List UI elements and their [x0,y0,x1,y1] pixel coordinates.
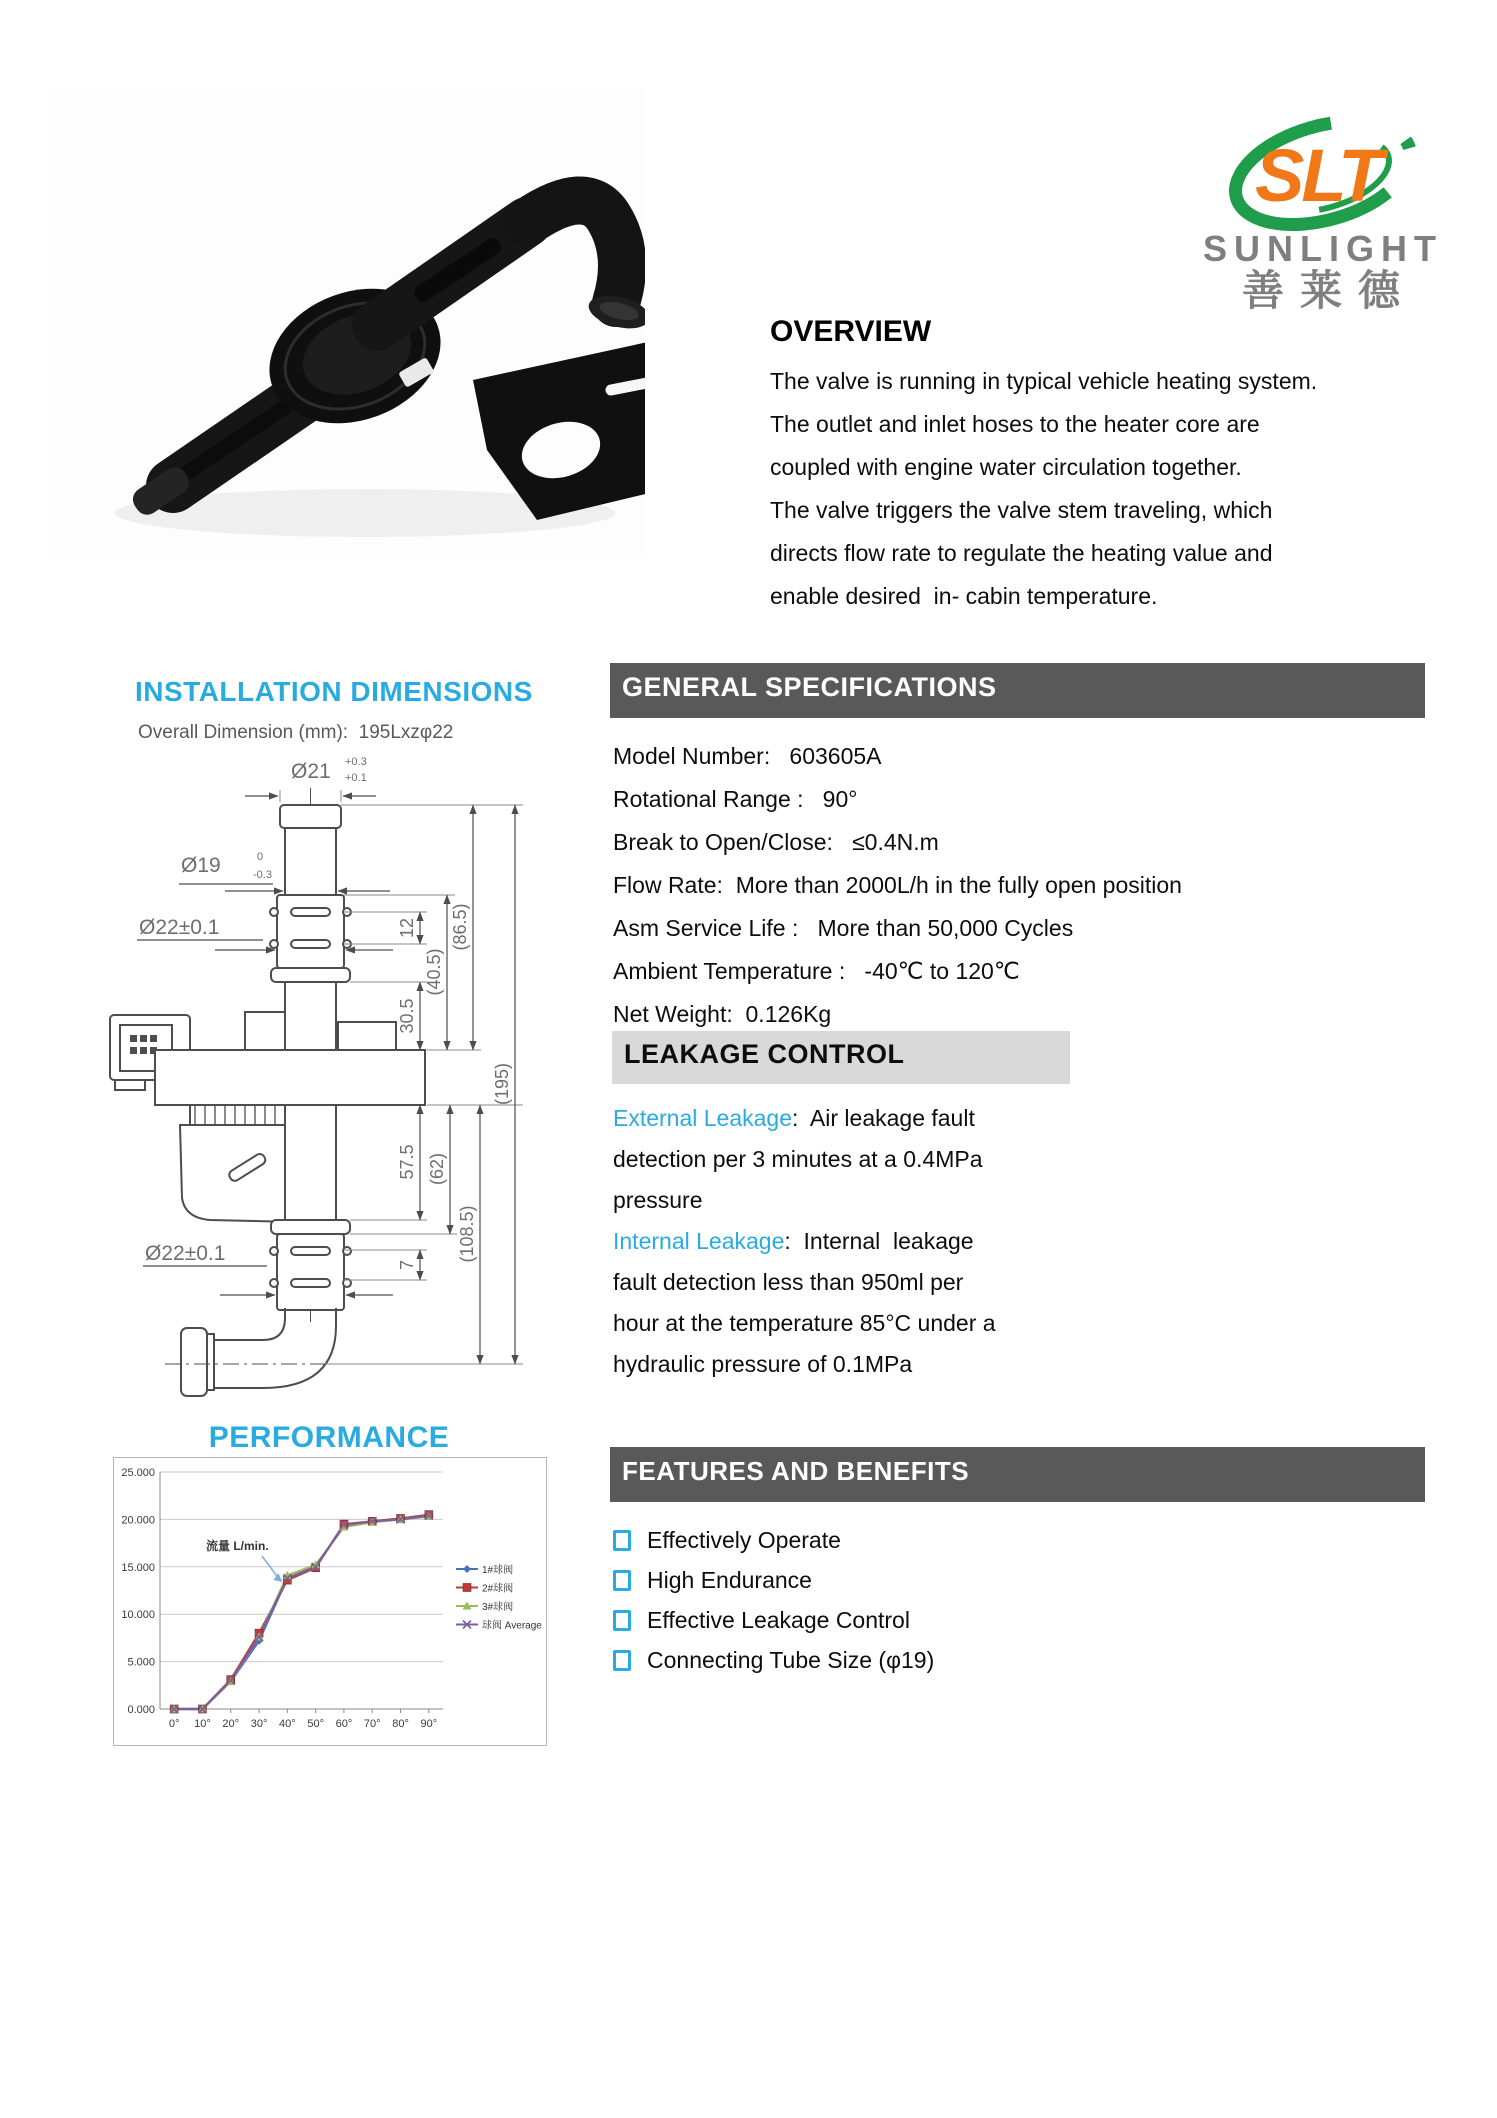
features-list [613,1520,934,1680]
overview-line: directs flow rate to regulate the heating value and [770,540,1273,566]
performance-title: PERFORMANCE [208,1421,450,1454]
svg-text:3#球阀: 3#球阀 [482,1602,514,1613]
spec-row: Flow Rate: More than 2000L/h in the fully open position [613,872,1182,898]
dim-label: 57.5 [397,1144,417,1180]
dim-label: (195) [492,1062,512,1106]
feature-label: Effectively Operate [647,1526,841,1553]
spec-row: Asm Service Life : More than 50,000 Cycles [613,915,1074,941]
overview-title: OVERVIEW [770,315,932,348]
svg-text:2#球阀: 2#球阀 [482,1583,514,1595]
dim-label: 30.5 [397,998,417,1034]
svg-text:0.000: 0.000 [127,1704,155,1716]
svg-text:10°: 10° [194,1718,211,1730]
dim-label: (86.5) [450,903,470,951]
dim-tol: -0.3 [253,869,272,881]
overview-line: The valve is running in typical vehicle heating system. [770,368,1318,394]
overview-line: The valve triggers the valve stem traveling, which [770,497,1273,523]
logo-sunlight-text: SUNLIGHT [1203,228,1443,269]
spec-row: Ambient Temperature : -40℃ to 120℃ [613,958,1020,984]
spec-row: Model Number: 603605A [613,743,882,769]
spec-row: Rotational Range : 90° [613,786,858,812]
company-logo [1183,103,1463,315]
feature-label: High Endurance [647,1566,812,1593]
svg-text:30°: 30° [250,1718,268,1730]
overview-line: coupled with engine water circulation together. [770,454,1242,480]
overview-line: enable desired in- cabin temperature. [770,583,1158,609]
dim-label: (62) [427,1152,447,1186]
svg-text:90°: 90° [420,1718,438,1730]
svg-text:5.000: 5.000 [127,1656,155,1669]
svg-text:20.000: 20.000 [121,1514,155,1527]
leakage-line: hydraulic pressure of 0.1MPa [613,1351,913,1377]
installation-drawing [95,750,550,1410]
svg-text:0°: 0° [168,1718,180,1730]
dim-label: 7 [397,1259,417,1271]
leakage-line: detection per 3 minutes at a 0.4MPa [613,1146,983,1172]
leakage-control-header: LEAKAGE CONTROL [612,1031,1070,1084]
dim-label-d21: Ø21 [291,760,331,783]
spec-row: Net Weight: 0.126Kg [613,1001,832,1027]
overview-paragraph [770,360,1470,618]
logo-chinese-text: 善莱德 [1241,267,1417,314]
svg-text:50°: 50° [307,1718,324,1730]
general-specifications-header: GENERAL SPECIFICATIONS [610,663,1425,718]
feature-item [613,1600,934,1640]
dim-label-d19: Ø19 [181,854,221,877]
svg-text:60°: 60° [335,1718,353,1730]
svg-text:70°: 70° [363,1718,381,1730]
svg-text:20°: 20° [222,1718,240,1730]
leakage-control-text [613,1098,996,1385]
dim-label-d22-lower: Ø22±0.1 [145,1242,226,1265]
performance-chart [113,1457,547,1746]
leakage-line: pressure [613,1187,703,1213]
dim-label-d22-upper: Ø22±0.1 [139,916,220,939]
leakage-line: External Leakage: Air leakage fault [613,1105,975,1131]
feature-item [613,1640,934,1680]
performance-chart-svg [114,1458,544,1743]
spec-row: Break to Open/Close: ≤0.4N.m [613,829,939,855]
dim-tol: +0.3 [345,756,367,768]
logo-slt-text: SLT [1255,134,1381,217]
feature-label: Effective Leakage Control [647,1606,910,1633]
dim-label: 12 [397,917,417,939]
checkbox-bullet-icon [613,1650,631,1671]
svg-text:80°: 80° [392,1718,409,1730]
leakage-line: hour at the temperature 85°C under a [613,1310,996,1336]
leakage-line: fault detection less than 950ml per [613,1269,964,1295]
checkbox-bullet-icon [613,1610,631,1631]
feature-item [613,1560,934,1600]
leakage-lead: External Leakage [613,1105,793,1131]
overall-dimension-subtitle: Overall Dimension (mm): 195Lxzφ22 [138,722,454,743]
svg-text:40°: 40° [279,1718,296,1730]
installation-dimensions-title: INSTALLATION DIMENSIONS [135,676,533,707]
svg-text:25.000: 25.000 [121,1467,155,1479]
svg-text:流量 L/min.: 流量 L/min. [206,1539,269,1553]
leakage-lead: Internal Leakage [613,1228,785,1254]
dim-tol: +0.1 [345,772,367,784]
svg-text:球阀 Average: 球阀 Average [482,1620,542,1632]
product-photo [55,88,645,558]
svg-text:10.000: 10.000 [121,1609,155,1622]
leakage-line: Internal Leakage: Internal leakage [613,1228,974,1254]
dim-label: (40.5) [424,948,444,996]
feature-label: Connecting Tube Size (φ19) [647,1646,935,1673]
svg-text:15.000: 15.000 [121,1561,155,1574]
checkbox-bullet-icon [613,1530,631,1551]
overview-line: The outlet and inlet hoses to the heater core are [770,411,1260,437]
feature-item [613,1520,934,1560]
checkbox-bullet-icon [613,1570,631,1591]
features-and-benefits-header: FEATURES AND BENEFITS [610,1447,1425,1502]
general-specifications-list [613,735,1182,1036]
svg-text:1#球阀: 1#球阀 [482,1565,514,1576]
dim-label: (108.5) [457,1205,477,1263]
dim-tol: 0 [257,851,264,863]
